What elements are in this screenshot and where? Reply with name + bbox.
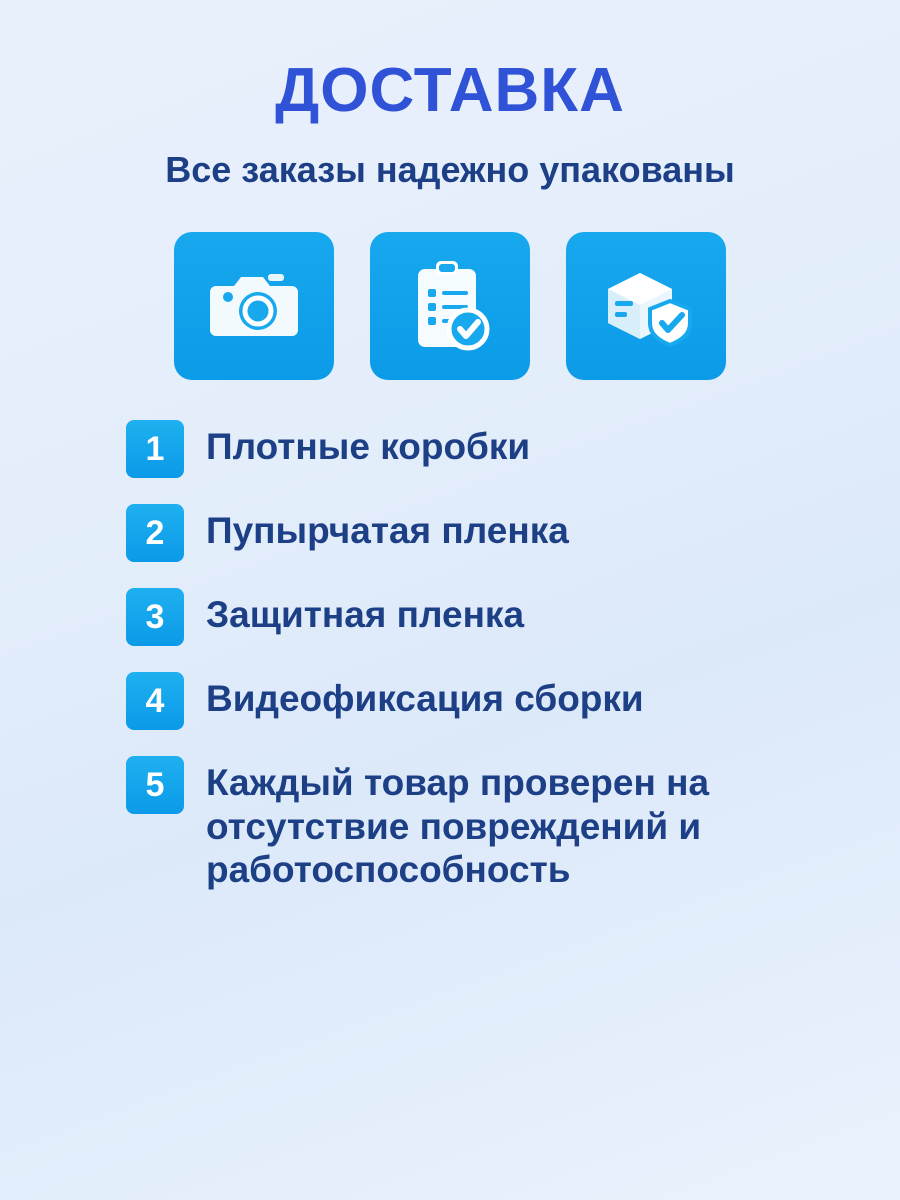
clipboard-check-icon	[406, 257, 494, 355]
list-item-label: Пупырчатая пленка	[206, 510, 569, 552]
list-item-label: Видеофиксация сборки	[206, 678, 644, 720]
list-item-number: 5	[126, 756, 184, 814]
features-list	[70, 420, 830, 891]
list-item	[126, 756, 830, 891]
box-shield-icon	[596, 261, 696, 351]
list-item-label: Защитная пленка	[206, 594, 525, 636]
list-item-label: Плотные коробки	[206, 426, 531, 468]
list-item	[126, 588, 830, 646]
icon-tile-clipboard-check	[370, 232, 530, 380]
list-item-number: 3	[126, 588, 184, 646]
list-item-label: Каждый товар проверен на отсутствие повреждений и работоспособность	[206, 762, 710, 891]
list-item-number: 1	[126, 420, 184, 478]
list-item	[126, 504, 830, 562]
icon-tile-camera	[174, 232, 334, 380]
camera-icon	[206, 266, 302, 346]
icons-row	[174, 232, 726, 380]
page-subtitle: Все заказы надежно упакованы	[165, 149, 735, 191]
list-item-number: 2	[126, 504, 184, 562]
list-item	[126, 672, 830, 730]
page-title: ДОСТАВКА	[275, 56, 625, 125]
list-item-number: 4	[126, 672, 184, 730]
list-item	[126, 420, 830, 478]
icon-tile-box-shield	[566, 232, 726, 380]
